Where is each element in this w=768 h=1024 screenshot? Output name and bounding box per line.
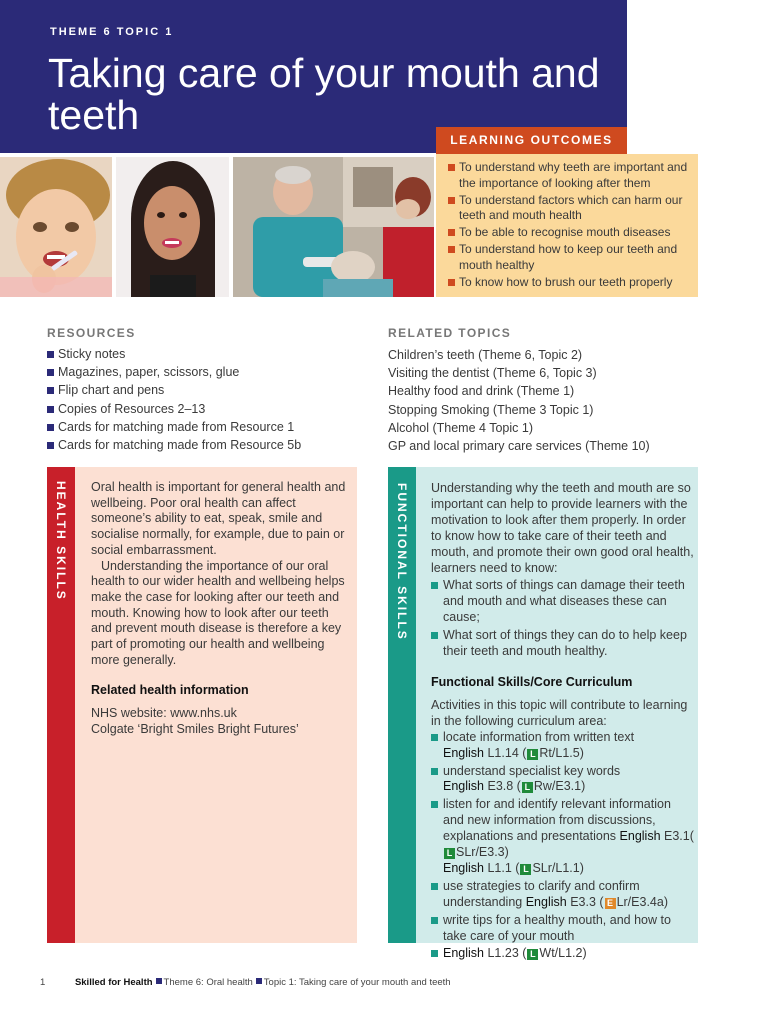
level-badge-icon: L [520,864,531,875]
english-label: English [443,946,484,961]
curriculum-code: SLr/E3.3 [456,845,505,860]
curriculum-code: Lr/E3.4a [616,894,664,909]
level-badge-icon: L [522,782,533,793]
level-badge-icon: L [527,749,538,760]
square-bullet-icon [256,978,262,984]
list-item: To be able to recognise mouth diseases [448,225,690,241]
dentist-with-patient-photo [233,157,434,297]
list-item: To understand how to keep our teeth and mouth healthy [448,242,690,273]
list-item: Cards for matching made from Resource 1 [47,418,301,436]
list-item: What sorts of things can damage their teeth and mouth and what diseases these can cause; [431,578,694,626]
functional-skills-bar [388,467,416,943]
curriculum-item: understand specialist key words English E3.8 ( L Rw/E3.1) [431,764,694,796]
list-item: To know how to brush our teeth properly [448,275,690,291]
english-label: English [443,860,484,875]
curriculum-intro: Activities in this topic will contribute to learning in the following curriculum area: [431,697,688,728]
page-footer [40,977,451,988]
footer-book-title: Skilled for Health [74,977,153,988]
english-ref: L1.23 [487,946,519,961]
smiling-woman-photo [116,157,229,297]
health-skills-paragraph: Oral health is important for general health and wellbeing. Poor oral health can affect someone’s ability to eat, speak, smile and socialise normally, for example, due to pain or social embarrassment. [91,480,346,557]
curriculum-item: listen for and identify relevant information and new information from discussions, explanations and presentations English E3.1(L SLr/E3.3) English L1.1 ( L SLr/L1.1) [431,797,694,877]
related-health-info-item: NHS website: www.nhs.uk [91,706,237,721]
list-item: Magazines, paper, scissors, glue [47,363,301,381]
english-ref: L1.14 [487,745,519,760]
functional-skills-label: FUNCTIONAL SKILLS [395,483,409,641]
list-item: Children’s teeth (Theme 6, Topic 2) [388,348,583,362]
curriculum-code: Wt/L1.2 [539,946,583,961]
english-ref: E3.1 [664,829,690,844]
english-label: English [525,894,567,909]
list-item: Stopping Smoking (Theme 3 Topic 1) [388,402,594,417]
theme-topic-label: THEME 6 TOPIC 1 [50,26,174,38]
list-item: Copies of Resources 2–13 [47,400,301,418]
functional-skills-panel [388,467,698,961]
list-item: Sticky notes [47,345,301,363]
functional-skills-content [431,481,694,962]
learning-outcomes-list [436,154,698,290]
list-item: Visiting the dentist (Theme 6, Topic 3) [388,366,597,381]
list-item: Flip chart and pens [47,381,301,399]
level-badge-icon: L [444,848,455,859]
curriculum-item-text: write tips for a healthy mouth, and how to take care of your mouth [443,912,671,943]
resources-list [47,345,301,454]
curriculum-item: English L1.23 ( L Wt/L1.2) [431,946,694,962]
resources-heading: RESOURCES [47,326,136,340]
curriculum-item-text: listen for and identify relevant information and new information from discussions, explanations and presentations [443,797,671,844]
related-health-info-item: Colgate ‘Bright Smiles Bright Futures’ [91,721,299,736]
curriculum-heading: Functional Skills/Core Curriculum [431,674,633,689]
curriculum-item: use strategies to clarify and confirm understanding English E3.3 ( E Lr/E3.4a) [431,879,694,911]
health-skills-panel [47,467,357,943]
level-badge-icon: E [605,898,616,909]
curriculum-item-text: locate information from written text [443,729,635,744]
level-badge-icon: L [527,949,538,960]
english-label: English [619,829,661,844]
english-label: English [443,745,484,760]
list-item: Alcohol (Theme 4 Topic 1) [388,420,533,435]
curriculum-code: Rt/L1.5 [539,745,580,760]
page-number: 1 [40,977,46,988]
health-skills-bar [47,467,75,943]
learning-outcomes-box [436,154,698,297]
curriculum-code: SLr/L1.1 [532,860,580,875]
related-topics-heading: RELATED TOPICS [388,326,512,340]
curriculum-item: locate information from written text English L1.14 ( L Rt/L1.5) [431,730,694,762]
english-label: English [443,779,484,794]
curriculum-item-text: use strategies to clarify and confirm understanding [443,878,640,909]
learning-outcomes-heading: LEARNING OUTCOMES [436,127,627,154]
learner-needs-list [431,578,694,660]
list-item: To understand factors which can harm our teeth and mouth health [448,193,690,224]
curriculum-code: Rw/E3.1 [533,779,582,794]
list-item: GP and local primary care services (Theme 10) [388,439,650,454]
square-bullet-icon [156,978,162,984]
related-topics-list [388,346,650,455]
functional-skills-intro: Understanding why the teeth and mouth are so important can help to provide learners with the motivation to look after them properly. In order to know how to take care of their teeth and mouth, and promote their own good oral health, learners need to know: [431,481,694,575]
health-skills-paragraph: Understanding the importance of our oral health to our wider health and wellbeing helps make the case for looking after our teeth and mouth. Knowing how to look after our teeth and prevent mouth disease is therefore a key part of promoting our health and wellbeing more generally. [91,558,345,667]
child-brushing-teeth-photo [0,157,112,297]
curriculum-item-text: understand specialist key words [443,763,621,778]
curriculum-item [431,913,694,945]
health-skills-label: HEALTH SKILLS [54,481,68,601]
list-item: To understand why teeth are important and the importance of looking after them [448,160,690,191]
curriculum-list [431,730,694,963]
list-item: Cards for matching made from Resource 5b [47,436,301,454]
english-ref: E3.3 [570,894,596,909]
footer-theme: Theme 6: Oral health [163,977,253,988]
footer-topic: Topic 1: Taking care of your mouth and teeth [263,977,451,988]
english-ref: E3.8 [487,779,514,794]
page-title: Taking care of your mouth and teeth [48,50,600,138]
list-item: What sort of things they can do to help keep their teeth and mouth healthy. [431,628,694,660]
english-ref: L1.1 [487,860,512,875]
health-skills-content [91,480,349,738]
list-item: Healthy food and drink (Theme 1) [388,384,575,399]
related-health-info-heading: Related health information [91,683,249,698]
